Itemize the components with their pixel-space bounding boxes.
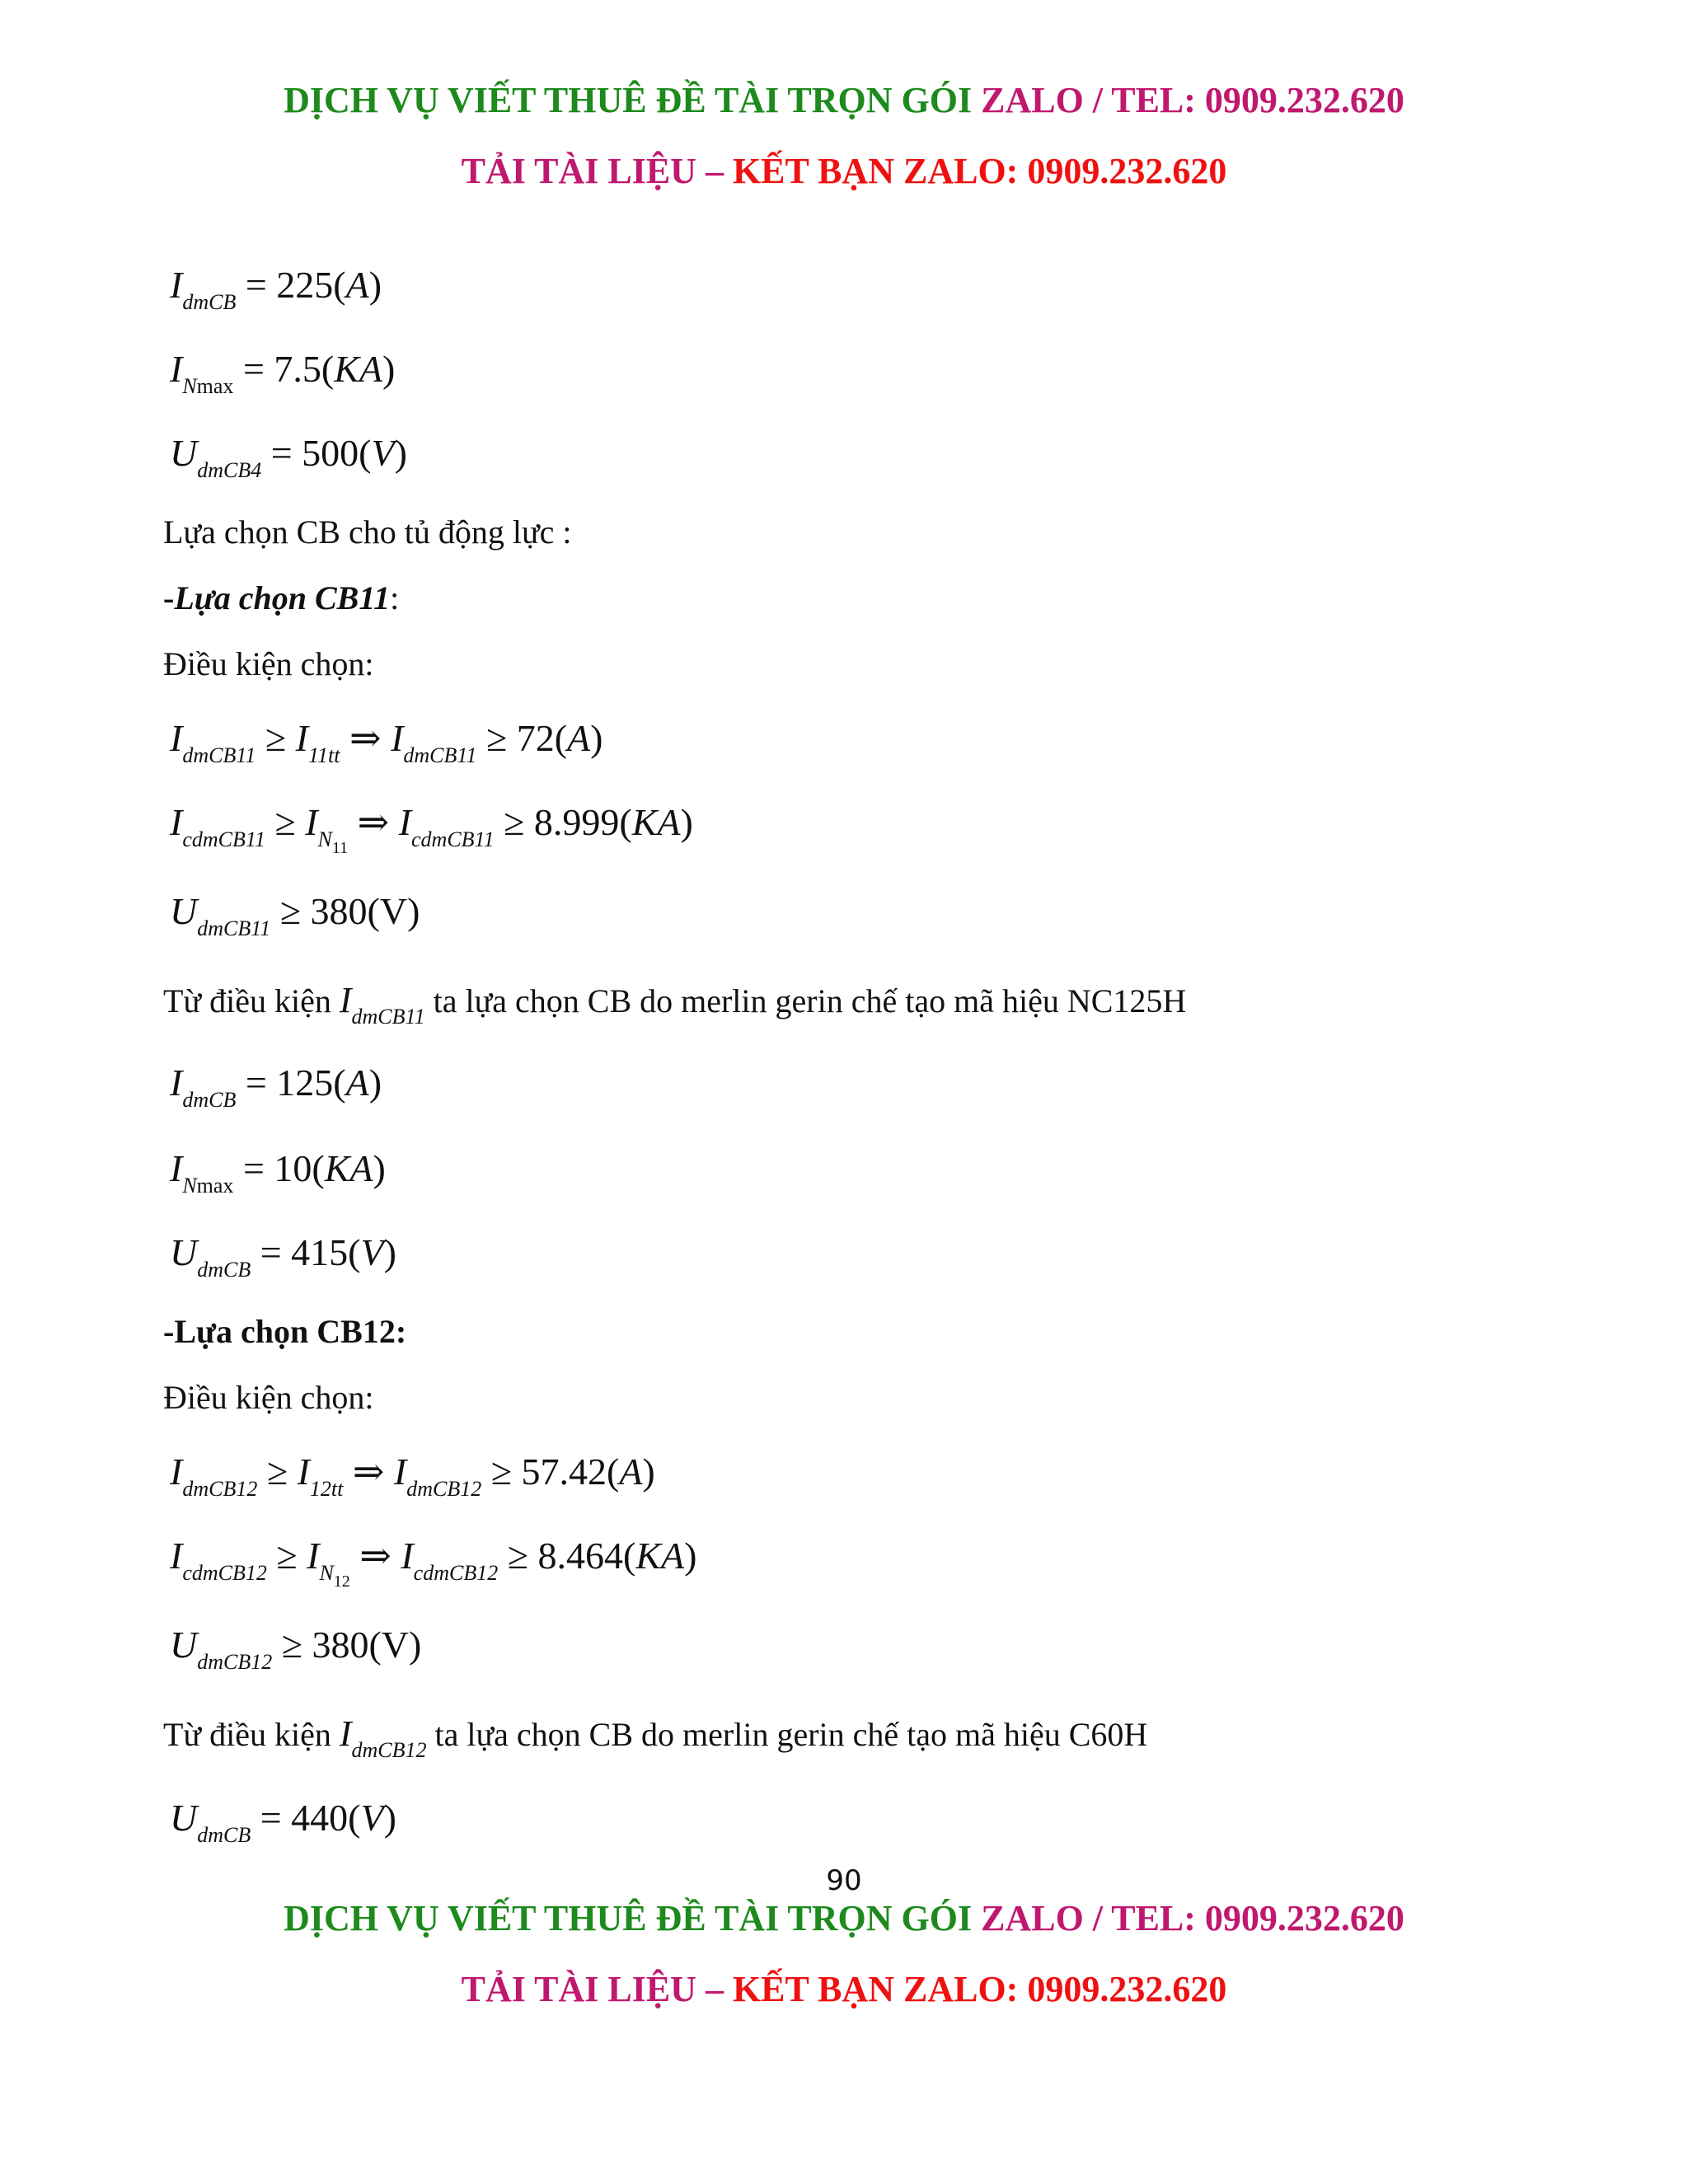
header-download-text: TẢI TÀI LIỆU – [461, 151, 724, 191]
header-zalo-friend: KẾT BẠN ZALO: 0909.232.620 [732, 151, 1227, 191]
formula-cb11-idmcb-125: $I_{dmCB} = 125(A)$ [170, 1062, 382, 1112]
formula-cb12-voltage: $U_{dmCB12} \ge 380(V)$ [170, 1624, 422, 1674]
paragraph-choose-panel: Lựa chọn CB cho tủ động lực : [163, 513, 572, 551]
formula-cb12-current: $I_{dmCB12} \ge I_{12tt}$ ⇒ $I_{dmCB12} \ge 57.42(A)$ [170, 1451, 655, 1501]
formula-cb11-inmax-10: $I_{Nmax} = 10(KA)$ [170, 1147, 386, 1197]
formula-cb11-voltage: $U_{dmCB11} \ge 380(V)$ [170, 890, 420, 940]
formula-cb12-udmcb-440: $U_{dmCB} = 440(V)$ [170, 1797, 396, 1847]
header-line-2 [0, 147, 1688, 196]
formula-idmcb-225: $I_{dmCB} = 225(A)$ [170, 264, 382, 314]
heading-cb11: -Lựa chọn CB11: [163, 579, 400, 616]
footer-service-text: DỊCH VỤ VIẾT THUÊ ĐỀ TÀI TRỌN GÓI [284, 1898, 973, 1938]
condition-label-cb12: Điều kiện chọn: [163, 1379, 374, 1416]
formula-inmax-7-5: $I_{Nmax} = 7.5(KA)$ [170, 348, 396, 398]
condition-label-cb11: Điều kiện chọn: [163, 645, 374, 682]
formula-cb11-breaking: $I_{cdmCB11} \ge I_{N_{11}}$ ⇒ $I_{cdmCB11} \ge 8.999(KA)$ [170, 801, 693, 857]
paragraph-cb12-selection: Từ điều kiện $I_{dmCB12}$ ta lựa chọn CB do merlin gerin chế tạo mã hiệu C60H [163, 1713, 1148, 1762]
formula-cb11-udmcb-415: $U_{dmCB} = 415(V)$ [170, 1231, 396, 1282]
heading-cb12: -Lựa chọn CB12: [163, 1313, 407, 1350]
footer-download-text: TẢI TÀI LIỆU – [461, 1969, 724, 2009]
footer-zalo-tel: ZALO / TEL: 0909.232.620 [981, 1898, 1404, 1938]
formula-cb11-current: $I_{dmCB11} \ge I_{11tt}$ ⇒ $I_{dmCB11} \ge 72(A)$ [170, 717, 603, 767]
page-number: 90 [826, 1864, 862, 1897]
header-zalo-tel: ZALO / TEL: 0909.232.620 [981, 80, 1404, 120]
formula-udmcb4-500: $U_{dmCB4} = 500(V)$ [170, 432, 407, 482]
footer-zalo-friend: KẾT BẠN ZALO: 0909.232.620 [732, 1969, 1227, 2009]
formula-cb12-breaking: $I_{cdmCB12} \ge I_{N_{12}}$ ⇒ $I_{cdmCB12} \ge 8.464(KA)$ [170, 1535, 697, 1591]
header-line-1 [0, 76, 1688, 125]
paragraph-cb11-selection: Từ điều kiện $I_{dmCB11}$ ta lựa chọn CB do merlin gerin chế tạo mã hiệu NC125H [163, 980, 1187, 1029]
footer-line-1 [0, 1894, 1688, 1943]
footer-line-2 [0, 1965, 1688, 2014]
header-service-text: DỊCH VỤ VIẾT THUÊ ĐỀ TÀI TRỌN GÓI [284, 80, 973, 120]
